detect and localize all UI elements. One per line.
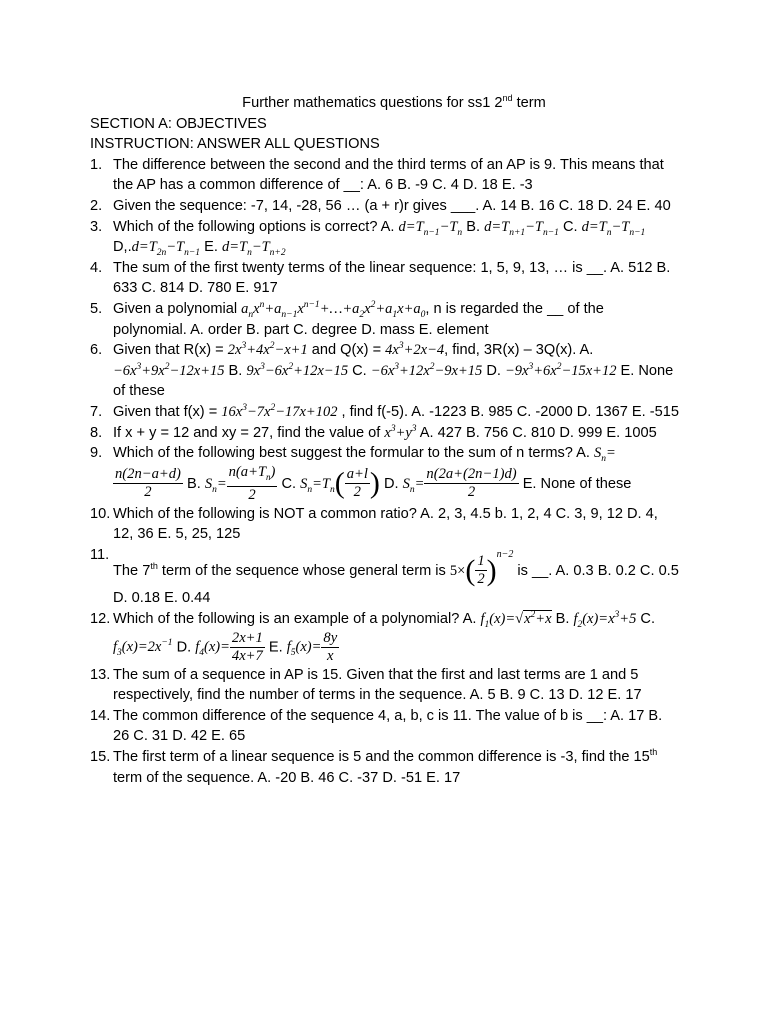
- section-heading: SECTION A: OBJECTIVES: [90, 115, 267, 132]
- question-number: 8.: [90, 424, 103, 441]
- option-label: E. None of these: [518, 475, 632, 492]
- question-text: Which of the following best suggest the formular to the sum of n terms? A.: [113, 445, 595, 462]
- question-number: 15.: [90, 748, 111, 765]
- question-text: Which of the following is NOT a common ratio? A. 2, 3, 4.5 b. 1, 2, 4 C. 3, 9, 12 D. 4, 12, 36 E. 5, 25, 125: [113, 505, 658, 543]
- question-10: [90, 504, 680, 545]
- question-number: 6.: [90, 342, 103, 359]
- question-text: The 7: [113, 562, 151, 579]
- formula-option-b: $9x^3-6x^2+12x-15$: [246, 361, 349, 379]
- question-15: [90, 747, 680, 788]
- question-text: Which of the following options is correct? A.: [113, 218, 399, 235]
- question-text-cont: , find f(-5). A. -1223 B. 985 C. -2000 D. 1367 E. -515: [337, 403, 679, 420]
- question-number: 11.: [90, 546, 110, 563]
- question-number: 9.: [90, 445, 103, 462]
- formula-cubes: $x^3+y^3$: [384, 423, 417, 441]
- question-text: The sum of the first twenty terms of the linear sequence: 1, 5, 9, 13, … is __. A. 512 B. 633 C. 814 D. 780 E. 917: [113, 259, 671, 297]
- formula-f: $16x^3-7x^2-17x+102$: [221, 403, 338, 420]
- polynomial-formula: $a_nx^n+a_{n-1}x^{n-1}+\dots+a_2x^2+a_1x+a_0$: [241, 300, 426, 320]
- question-7: [90, 402, 680, 423]
- fraction-d: $\frac{2x+1}{4x+7}$: [231, 629, 263, 664]
- question-number: 12.: [90, 611, 111, 628]
- formula-option-d: $f_4(x)=$: [195, 638, 230, 658]
- question-number: 14.: [90, 707, 111, 724]
- superscript: th: [649, 747, 658, 758]
- question-number: 13.: [90, 666, 111, 683]
- formula-option-d: $d=T_{2n}-T_{n-1}$: [131, 239, 201, 259]
- title-suffix: term: [512, 95, 546, 111]
- superscript: th: [150, 560, 158, 571]
- formula-option-d: $-9x^3+6x^2-15x+12$: [504, 361, 617, 379]
- question-2: [90, 196, 680, 217]
- question-9: [90, 443, 680, 504]
- question-text: The common difference of the sequence 4, a, b, c is 11. The value of b is __: A. 17 B. 26 C. 31 D. 42 E. 65: [113, 707, 663, 745]
- fraction-d: $\frac{n(2a+(2n-1)d)}{2}$: [426, 466, 517, 501]
- option-label: D.: [172, 638, 196, 655]
- question-text: Given that R(x) =: [113, 342, 228, 359]
- formula-option-b: $f_2(x)=x^3+5$: [573, 610, 637, 630]
- fraction-a: $\frac{n(2n-a+d)}{2}$: [115, 466, 181, 501]
- question-text-cont: and Q(x) =: [307, 342, 386, 359]
- general-term-formula: 5×: [449, 562, 466, 579]
- question-5: [90, 299, 680, 340]
- left-paren: (: [334, 466, 345, 500]
- formula-option-b: $d=T_{n+1}-T_{n-1}$: [484, 218, 559, 238]
- formula-option-c: $S_n=T_n$: [300, 475, 335, 495]
- option-label: E. None of these: [113, 362, 674, 400]
- question-text: The first term of a linear sequence is 5 and the common difference is -3, find the 15: [113, 748, 650, 765]
- question-text: The sum of a sequence in AP is 15. Given that the first and last terms are 1 and 5 respectively, find the number of terms in the sequence. A. 5 B. 9 C. 13 D. 12 E. 17: [113, 666, 642, 704]
- formula-option-a: $f_1(x)=√x^2+x$: [480, 610, 552, 630]
- formula-option-a: $S_n=$: [594, 445, 616, 464]
- formula-q: $4x^3+2x-4$: [385, 341, 445, 359]
- question-number: 10.: [90, 505, 111, 522]
- question-text: Which of the following is an example of a polynomial? A.: [113, 611, 481, 628]
- instruction-line: INSTRUCTION: ANSWER ALL QUESTIONS: [90, 136, 380, 153]
- formula-option-e: $d=T_n-T_{n+2}$: [221, 239, 286, 259]
- question-8: [90, 423, 680, 444]
- question-number: 4.: [90, 259, 103, 276]
- question-text-cont: term of the sequence whose general term is: [157, 562, 450, 579]
- question-text-cont: , n is regarded the __ of the polynomial. A. order B. part C. degree D. mass E. element: [113, 300, 604, 338]
- formula-option-c: $d=T_n-T_{n-1}$: [581, 218, 646, 238]
- question-text-cont: , find, 3R(x) – 3Q(x). A.: [444, 342, 594, 359]
- question-12: [90, 609, 680, 665]
- question-1: [90, 155, 680, 196]
- option-label: B.: [551, 611, 574, 628]
- formula-option-c: $f_3(x)=2x^{-1}$: [113, 638, 173, 658]
- formula-option-a: $-6x^3+9x^2-12x+15$: [113, 361, 225, 379]
- option-label: D.: [379, 475, 403, 492]
- formula-r: $2x^3+4x^2-x+1$: [227, 341, 308, 359]
- question-text-cont: is __. A. 0.3 B. 0.2 C. 0.5 D. 0.18 E. 0.44: [113, 562, 679, 607]
- question-number: 2.: [90, 197, 103, 214]
- question-text: Given that f(x) =: [113, 403, 222, 420]
- option-label: C.: [277, 475, 301, 492]
- question-text: Given a polynomial: [113, 300, 242, 317]
- formula-option-a: $d=T_{n-1}-T_n$: [398, 218, 463, 238]
- question-13: [90, 665, 680, 706]
- fraction-b: $\frac{n(a+T_n)}{2}$: [228, 463, 276, 503]
- question-11: [90, 545, 680, 609]
- title-text: Further mathematics questions for ss1 2: [242, 95, 503, 111]
- formula-option-c: $-6x^3+12x^2-9x+15$: [370, 361, 483, 379]
- question-number: 5.: [90, 300, 103, 317]
- question-number: 3.: [90, 218, 103, 235]
- option-label: E.: [264, 638, 287, 655]
- title-superscript: nd: [502, 93, 513, 104]
- option-label: C.: [558, 218, 582, 235]
- question-14: [90, 706, 680, 747]
- exponent: n−2: [496, 548, 514, 560]
- option-label: C.: [348, 362, 371, 379]
- option-label: C.: [636, 611, 655, 628]
- question-3: [90, 217, 680, 258]
- option-label: E.: [200, 239, 222, 256]
- question-number: 7.: [90, 403, 103, 420]
- fraction-c: $\frac{a+l}{2}$: [346, 466, 368, 501]
- document-content: [90, 93, 680, 788]
- question-text: If x + y = 12 and xy = 27, find the value of: [113, 424, 385, 441]
- option-label: B.: [182, 475, 205, 492]
- question-4: [90, 258, 680, 299]
- question-text-cont: A. 427 B. 756 C. 810 D. 999 E. 1005: [416, 424, 657, 441]
- formula-option-d: $S_n=$: [402, 475, 425, 495]
- right-paren: ): [486, 553, 497, 587]
- left-paren: (: [465, 553, 476, 587]
- question-6: [90, 340, 680, 402]
- question-text: The difference between the second and the third terms of an AP is 9. This means that the AP has a common difference of __: A. 6 B. -9 C. 4 D. 18 E. -3: [113, 156, 664, 194]
- option-label: D.: [482, 362, 505, 379]
- question-text-cont: term of the sequence. A. -20 B. 46 C. -37 D. -51 E. 17: [113, 769, 461, 786]
- question-number: 1.: [90, 156, 103, 173]
- formula-option-e: $f_5(x)=$: [286, 638, 322, 658]
- fraction-half: $\frac{1}{2}$: [477, 553, 485, 588]
- fraction-e: $\frac{8y}{x}$: [323, 629, 338, 664]
- option-label: D,.: [113, 239, 132, 256]
- page-title: [108, 93, 680, 114]
- question-text: Given the sequence: -7, 14, -28, 56 … (a + r)r gives ___. A. 14 B. 16 C. 18 D. 24 E. 40: [113, 197, 671, 214]
- option-label: B.: [224, 362, 247, 379]
- formula-option-b: $S_n=$: [204, 475, 227, 495]
- option-label: B.: [462, 218, 485, 235]
- right-paren: ): [369, 466, 380, 500]
